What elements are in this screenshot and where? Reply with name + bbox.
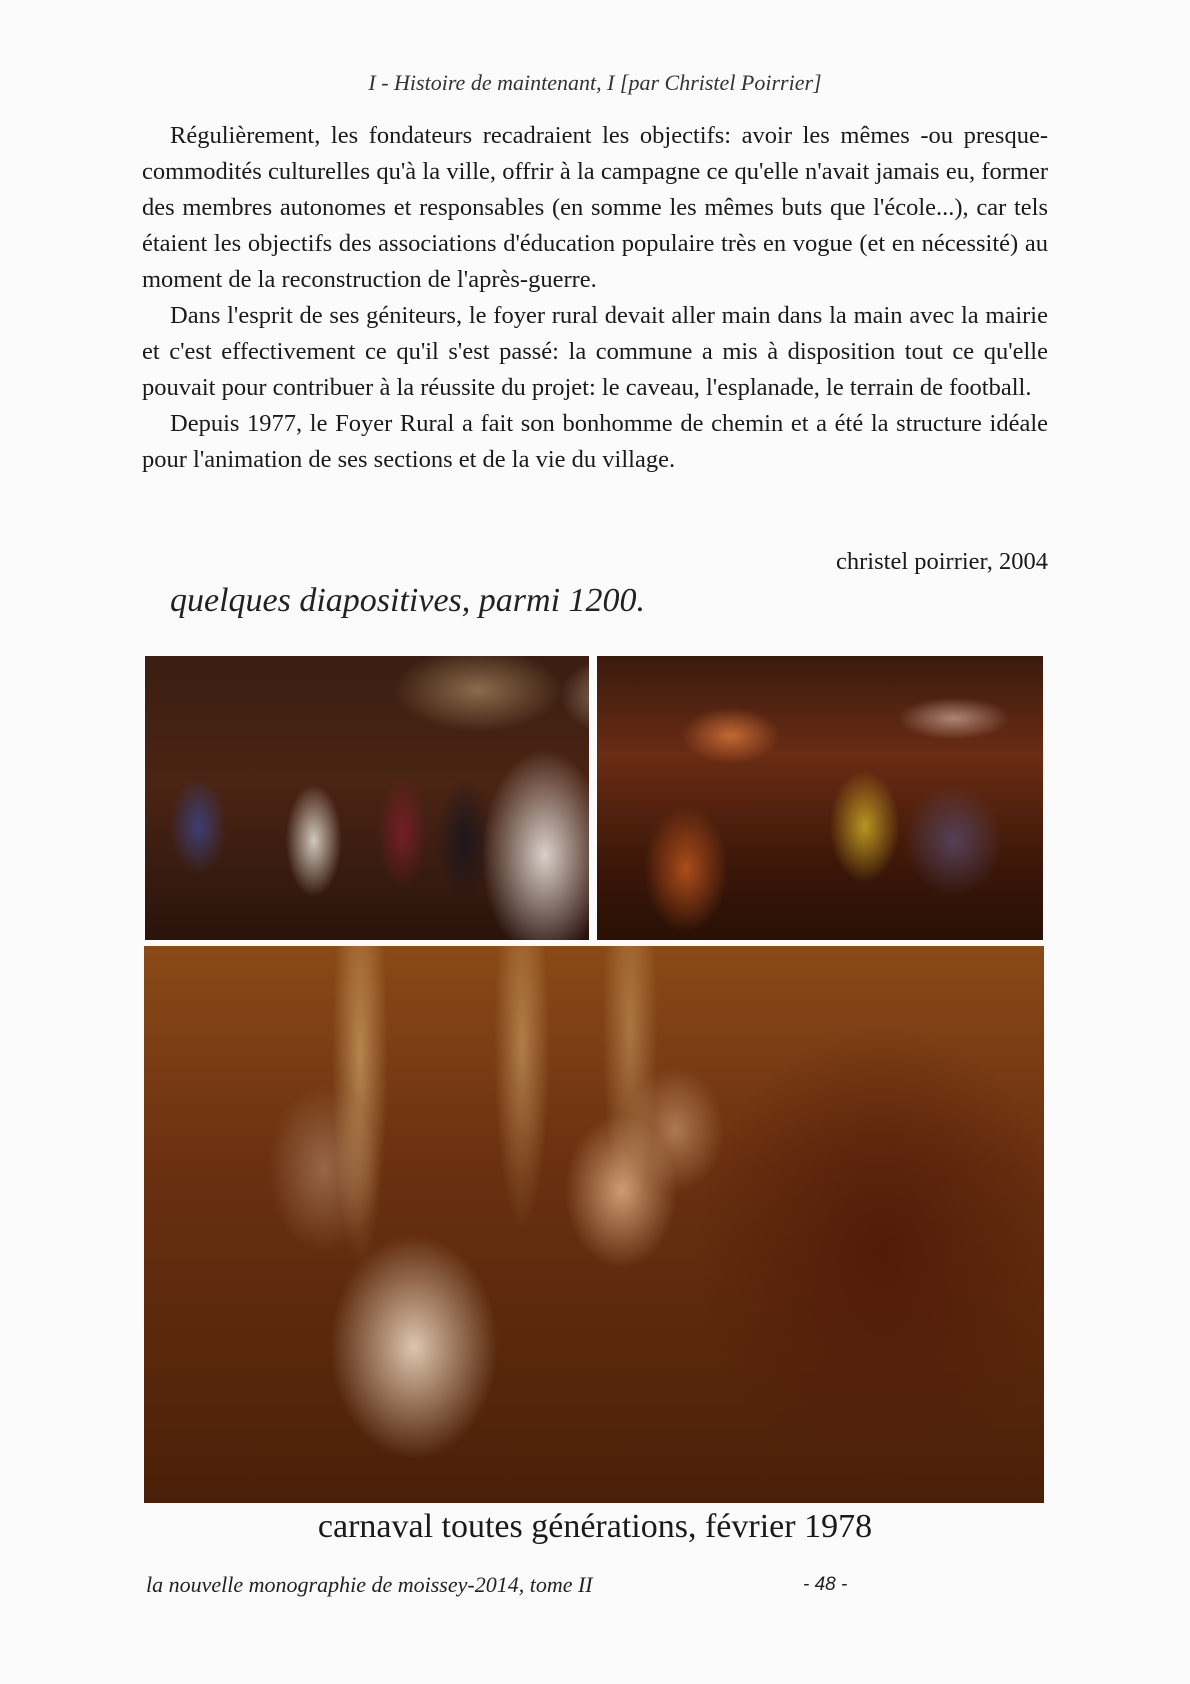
paragraph-3: Depuis 1977, le Foyer Rural a fait son bonhomme de chemin et a été la structure idéale pour l'animation de ses sections et de la vie du village. — [142, 410, 1048, 473]
author-signature: christel poirrier, 2004 — [836, 548, 1048, 575]
body-text — [142, 118, 1048, 478]
paragraph-1: Régulièrement, les fondateurs recadraient les objectifs: avoir les mêmes -ou presque- commodités culturelles qu'à la ville, offrir à la campagne ce qu'elle n'avait jamais eu, former des membres autonomes et responsables (en somme les mêmes buts que l'école...), car tels étaient les objectifs des associations d'éducation populaire très en vogue (et en nécessité) au moment de la reconstruction de l'après-guerre. — [142, 122, 1048, 293]
section-subtitle: quelques diapositives, parmi 1200. — [170, 582, 646, 619]
footer-book-title: la nouvelle monographie de moissey-2014, tome II — [146, 1572, 593, 1597]
photo-elders-table — [144, 946, 1044, 1503]
running-header: I - Histoire de maintenant, I [par Christel Poirrier] — [368, 70, 822, 95]
paragraph-2: Dans l'esprit de ses géniteurs, le foyer rural devait aller main dans la main avec la mairie et c'est effectivement ce qu'il s'est passé: la commune a mis à disposition tout ce qu'elle pouvait pour contribuer à la réussite du projet: le caveau, l'esplanade, le terrain de football. — [142, 302, 1048, 401]
photo-children-costumes — [145, 656, 589, 940]
page-number: - 48 - — [803, 1574, 848, 1595]
photo-caption: carnaval toutes générations, février 1978 — [317, 1508, 873, 1545]
photo-dance-hall — [597, 656, 1043, 940]
